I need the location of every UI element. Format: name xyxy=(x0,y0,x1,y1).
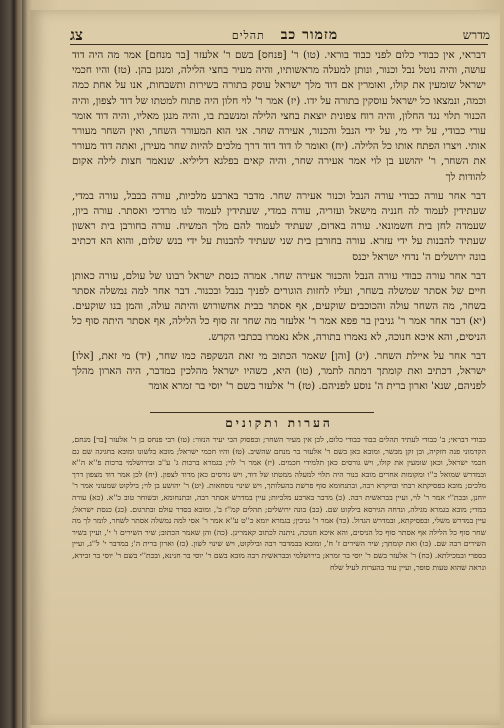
page-number: צג xyxy=(70,26,83,44)
header-work-title: מזמור כב xyxy=(280,27,339,43)
book-spine xyxy=(22,0,28,728)
notes-title: הערות ותקונים xyxy=(225,416,333,430)
main-paragraph: דבר אחר על איילת השחר. (יג) [והן] שאמר הכתוב מי זאת הנשקפה כמו שחר, (יד) מי זאת, [אלו] ישראל, דכתיב ואת קומתך דמתה לתמר, (טו) היא, כשהיו ישראל מהלכין במדבר, היה הארון מהלך לפניהם, שנא' וארון ברית ה' נוסע לפניהם. (טז) ר' אלעזר בשם ר' יוסי בר זמרא אומר xyxy=(72,349,486,393)
section-divider xyxy=(150,412,374,413)
main-text-column xyxy=(72,48,486,408)
main-paragraph: דבראי, אין כבודי כלום לפני כבוד בוראי. (טו) ר' [פנחס] בשם ר' אלעזר [בר מנחם] אמר מה היה דוד עושה, והיה נוטל נבל וכנור, ונותן למעלה מראשותיו, והיה מעיר בחצי הלילה, ומנגן בהן. (טז) והיו חכמי ישראל שומעין את קולו, ואומרין אם דוד מלך ישראל עוסק בתורה בשירות ותשבחות, אנו על אחת כמה וכמה, ונמצאו כל ישראל עוסקין בתורה על ידו. (יז) אמר ר' לוי חלון היה פתוח למטתו של דוד לצפון, והיה הכנור תלוי נגד החלון, והיה רוח צפונית יוצאת בחצי הלילה ומנשבת בו, והיה מנגן מאליו, והיה דוד אומר עורי כבודי, על ידי מי, על ידי הנבל והכנור, אעירה שחר. אני הוא המעורר השחר, ואין השחר מעורר אותי. ויצרו הפתח אותו כל הלילה. (יח) ואומר לו דוד דוד דרך מלכים להיות שחר מעירן, ואתה דוד מעורר את השחר, ר' יהושע בן לוי אמר אעירה שחר, והיה קאים בפלגא דליליא. שנאמר חצות לילה אקום להודות לך xyxy=(72,49,486,183)
header-right-label: מדרש xyxy=(462,28,490,42)
header-rule xyxy=(70,44,488,45)
header-left-label: תהלים xyxy=(231,29,265,42)
running-header xyxy=(70,26,490,44)
main-paragraph: דבר אחר עורה כבודי עורה הנבל וכנור אעירה שחר. מדבר בארבע מלכיות, עורה בבבל, עורה במדי, שעתידין לעמוד לה חנניה מישאל ועזריה, עורה במדי, שעתידין לעמוד לנו מרדכי ואסתר. עורה ביון, שעמדה לחן בית חשמונאי. עורה באדום, שעתיד לעמוד להם מלך המשיח. עורה בחורבן בית ראשון שעתיד להבנות על ידי עזרא. עורה בחורבן בית שני שעתיד להבנות על ידי בנש שלום, והוא הא דכתיב בונה ירושלים ה' נדחי ישראל יכנס xyxy=(72,189,486,263)
header-title-group xyxy=(70,27,490,44)
main-paragraph: דבר אחר עורה כבודי עורה הנבל והכנור אעירה שחר. אמרה כנסת ישראל רבונו של עולם, עורה כאותן חיים של אסתר שמשלה בשחר, ועליו לחזות הוגורים לפניך בנבל ובכנור. דבר אחר למה נמשלה אסתר בשחר, מה השחר עולה והכוכבים שוקעים, אף אסתר בבית אחשורוש והיתה עולה, והמן בנו שוקעים. (יא) דבר אחר אמר ר' גניבין בר פפא אמר ר' אלעזר מה שחר זה סוף כל הלילה, אף אסתר היתה סוף כל הניסים, והא איכא חנוכה, לא נאמרו בתורה, אלא נאמרו בכתבי הקדש. xyxy=(72,269,486,343)
notes-text: כבודי דבראי; ב' כבודי לעתיד תהלים כבוד כבודי כלום, לכן אין מעיר השחר; ובפסוק הכי יעיר הנזור: (טו) רבי פנחס בן ר' אלעזר [בר] מנחם, הקדמוני פנה חזקיה, ובן זקן מבשר, ומובא כאן בשם ר' אלעזר בר מנחם שהשיב. (טז) והיו חכמי ישראל; מובא בלשונו ומובא בחגיגה שם גם חכמי ישראל, וכאן שומעין את קולו, ויש גורסים כאן תלמידי חכמים. (יז) אמר ר' לוי; בגמרא ברכות ג' ע''ב ובירושלמי ברכות פ''א ה''א ובמדרש שמואל כ''ו ומקומות אחרים מובא כנור היה תלוי למעלה ממטתו של דוד, ויש גורסים כאן מדוד לצפון. (יח) לכן אמר דוד מצפון דרך מלכים; מובא בפסיקתא רבתי ובויקרא רבה, ובתנחומא סוף פרשת בהעלותך, ויש שינוי נוסחאות. (יט) ר' יהושע בן לוי; בילקוט שמעוני אמר ר' יוחנן, ובכת''י אמר ר' לוי, ועיין בבראשית רבה. (כ) מדבר בארבע מלכיות; עיין במדרש אסתר רבה, ובתנחומא, ובשוחר טוב כ''א. (כא) עורה במדי; מובא בגמרא מגילה, ונדחה הגירסא בילקוט שם. (כב) בונה ירושלים; תהלים קמ''ז ב', ומובא בסדר עולם ובתרגום. (כג) כנסת ישראל; עיין במדרש משלי, ובפסיקתא, ובמדרש הגדול. (כד) אמר ר' גניבין; בגמרא יומא כ''ט ע''א אמר ר' אסי למה נמשלה אסתר לשחר, לומר לך מה שחר סוף כל הלילה אף אסתר סוף כל הניסים, והא איכא חנוכה, ניתנה לכתוב קאמרינן. (כה) והן שאמר הכתוב; שיר השירים ו' י', ועיין בשיר השירים רבה שם. (כו) ואת קומתך; שיר השירים ז' ח', ומובא בבמדבר רבה ובילקוט, ויש שינוי לשון. (כז) וארון ברית ה'; במדבר י' ל''ג, ועיין בספרי ובמכילתא. (כח) ר' אלעזר בשם ר' יוסי בר זמרא; בירושלמי ובבראשית רבה מובא בשם ר' יוסי בר חנינא, ובכת''י בשם ר' יוסי בר זבידא, ונראה שהוא טעות סופר, ועיין עוד בהערות לעיל שלח xyxy=(72,435,486,572)
